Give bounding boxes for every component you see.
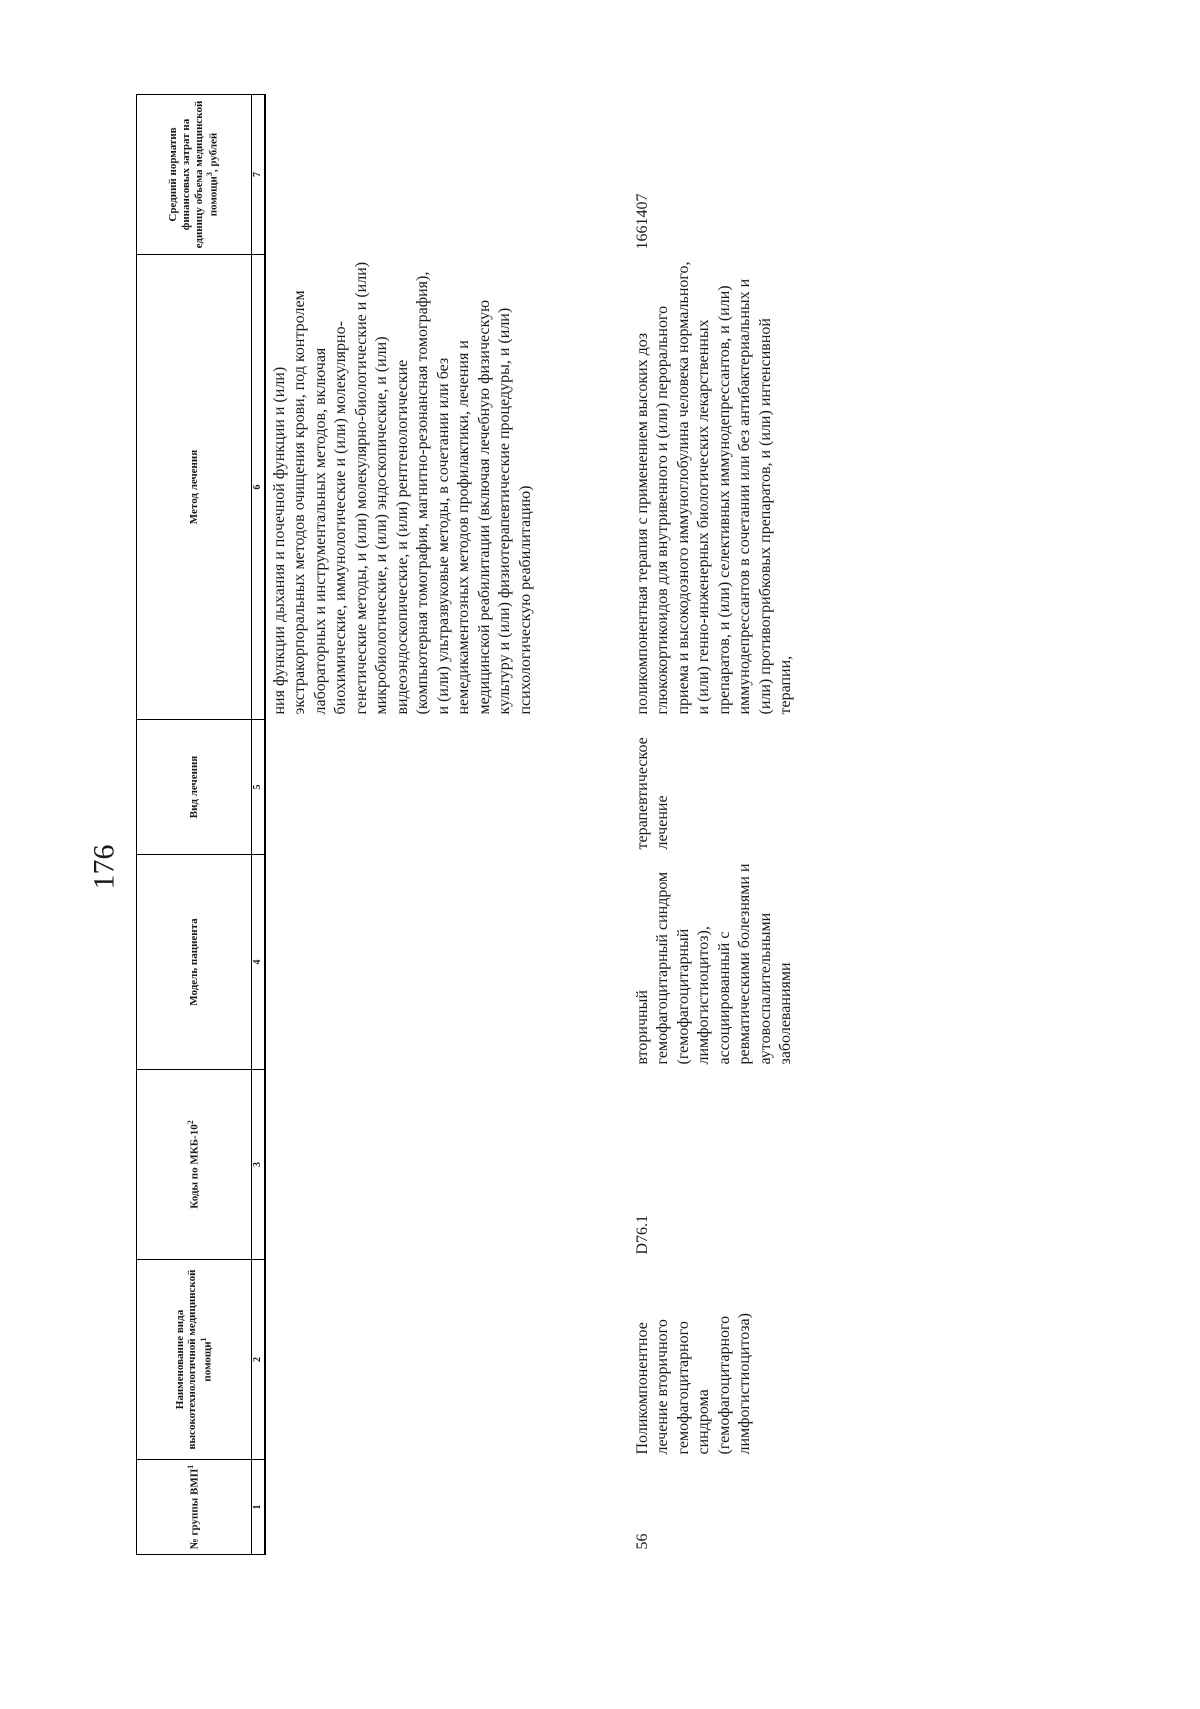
cost-cell: 1661407 xyxy=(634,193,651,250)
header-cost-standard: Средний норматив финансовых затрат на единицу объема медицинской помощи$^3$, рублей xyxy=(137,95,252,255)
column-number: 3 xyxy=(252,1070,266,1260)
document-table-rotated xyxy=(136,95,1136,1555)
column-number: 7 xyxy=(252,95,266,255)
table-body xyxy=(265,95,800,1555)
column-number-row xyxy=(252,95,266,1555)
column-number: 1 xyxy=(252,1460,266,1555)
column-number: 4 xyxy=(252,855,266,1070)
header-icd-codes: Коды по МКБ-$10^2$ xyxy=(137,1070,252,1260)
header-row xyxy=(137,95,252,1555)
table-header xyxy=(137,95,266,1555)
column-number: 5 xyxy=(252,720,266,855)
header-patient-model: Модель пациента xyxy=(137,855,252,1070)
table-row-group-56 xyxy=(623,95,800,1555)
patient-model-cell: вторичный гемофагоцитарный синдром (гемофагоцитарный лимфогистиоцитоз), ассоциированный с ревматическими болезнями и аутовоспалительными заболеваниями xyxy=(634,863,795,1065)
continuation-method-cell: ния функции дыхания и почечной функции и (или) экстракорпоральных методов очищения крови, под контролем лабораторных и инструментальных методов, включая биохимические, иммунологические и (или) молекулярно-генетические методы, и (или) молекулярно-биологические и (или) микробиологические, и (или) эндоскопические, и (или) видеоэндоскопические, и (или) рентгенологические (компьютерная томография, магнитно-резонансная томография), и (или) ультразвуковые методы, в сочетании или без немедикаментозных методов профилактики, лечения и медицинской реабилитации (включая лечебную физическую культуру и (или) физиотерапевтические процедуры, и (или) психологическую реабилитацию) xyxy=(271,261,534,715)
column-number: 6 xyxy=(252,255,266,720)
vmp-table xyxy=(136,94,800,1555)
vmp-name-cell: Поликомпонентное лечение вторичного гемофагоцитарного синдрома (гемофагоцитарного лимфогистиоцитоза) xyxy=(634,1313,754,1455)
header-vmp-name: Наименование вида высокотехнологичной медицинской помощи$^1$ xyxy=(137,1260,252,1460)
treatment-method-cell: поликомпонентная терапия с применением высоких доз глюкокортикоидов для внутривенного и (или) перорального приема и высокодозного иммуноглобулина человека нормального, и (или) генно-инженерных биологических лекарственных препаратов, и (или) селективных иммунодепрессантов, и (или) иммунодепрессантов в сочетании или без антибактериальных и (или) противогрибковых препаратов, и (или) интенсивной терапии, xyxy=(634,261,795,715)
icd-code-cell: D76.1 xyxy=(634,1214,651,1255)
header-group-number: № группы ВМП$^1$ xyxy=(137,1460,252,1555)
header-treatment-method: Метод лечения xyxy=(137,255,252,720)
table-row-continuation xyxy=(265,95,623,1555)
treatment-type-cell: терапевтическое лечение xyxy=(634,737,672,850)
group-number-cell: 56 xyxy=(634,1533,651,1550)
column-number: 2 xyxy=(252,1260,266,1460)
page-number: 176 xyxy=(87,844,121,890)
header-treatment-type: Вид лечения xyxy=(137,720,252,855)
